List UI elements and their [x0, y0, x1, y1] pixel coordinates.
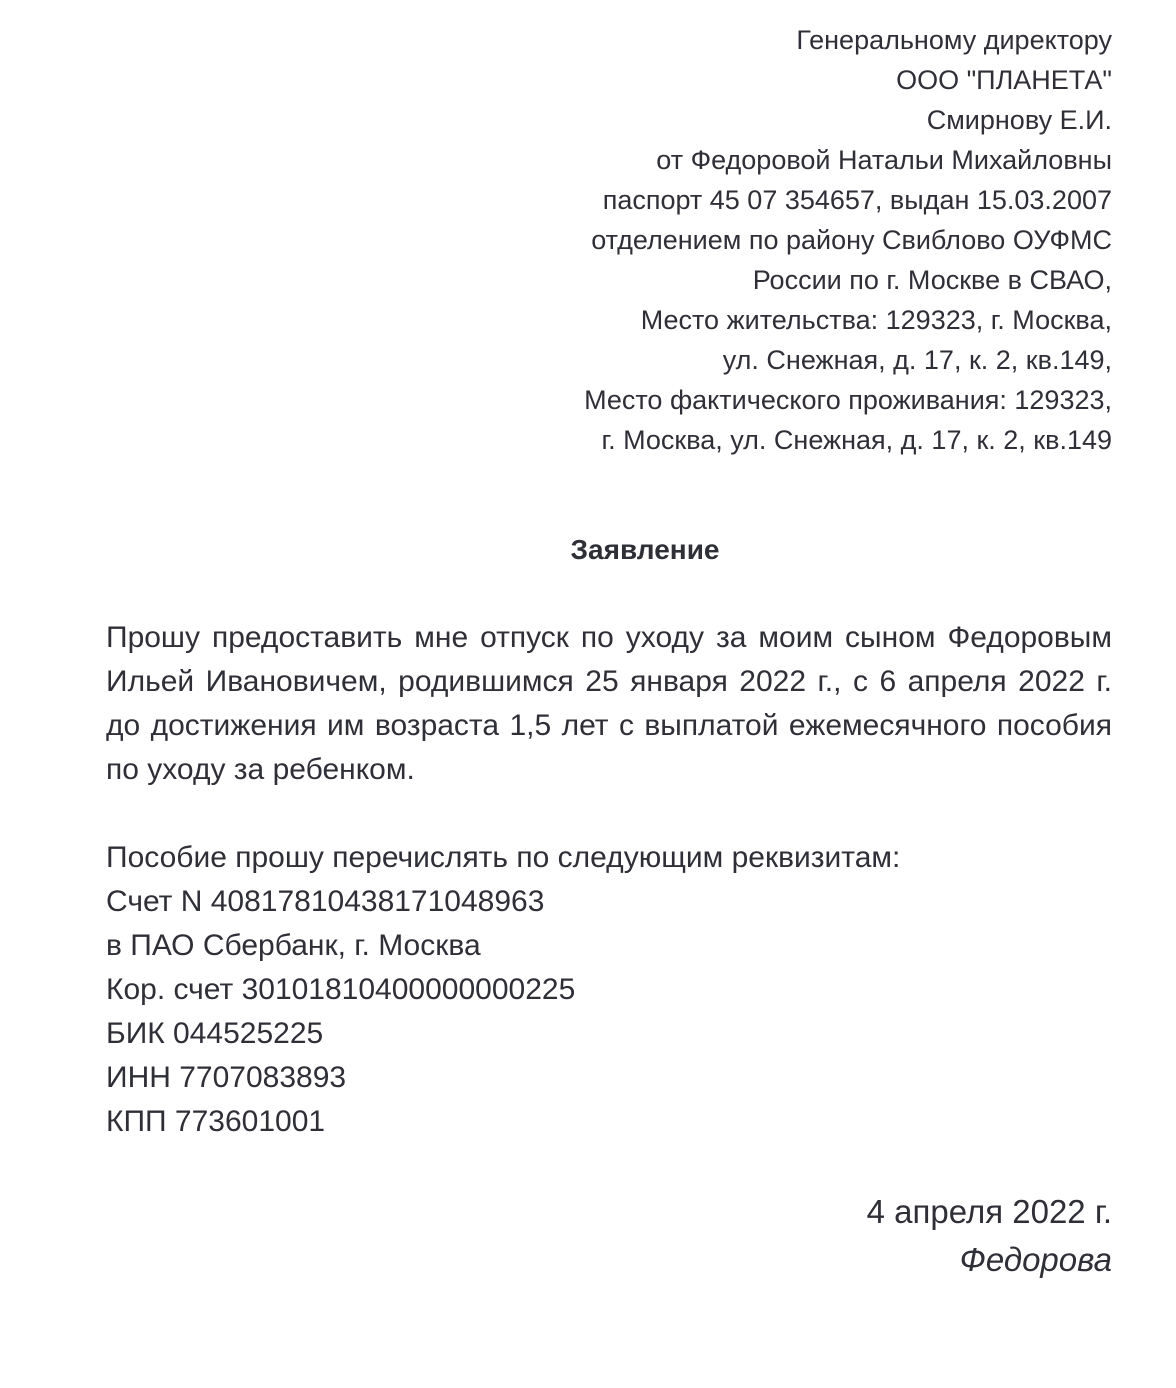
bank-bik: БИК 044525225: [106, 1017, 324, 1050]
correspondent-account: Кор. счет 30101810400000000225: [106, 973, 576, 1006]
document-title: Заявление: [570, 534, 720, 565]
document-page: [106, 20, 1112, 1368]
addressee-position: Генеральному директору: [796, 25, 1112, 55]
actual-residence-line-1: Место фактического проживания: 129323,: [584, 385, 1112, 415]
passport-issuer-line-2: России по г. Москве в СВАО,: [752, 265, 1112, 295]
addressee-name: Смирнову Е.И.: [926, 105, 1112, 135]
signature-block: [867, 1188, 1112, 1284]
addressee-company: ООО "ПЛАНЕТА": [896, 65, 1112, 95]
bank-details-intro: Пособие прошу перечислять по следующим реквизитам:: [106, 841, 901, 874]
residence-line-2: ул. Снежная, д. 17, к. 2, кв.149,: [722, 345, 1112, 375]
passport-line: паспорт 45 07 354657, выдан 15.03.2007: [602, 185, 1112, 215]
applicant-name: от Федоровой Натальи Михайловны: [656, 145, 1112, 175]
addressee-block: [472, 20, 1112, 460]
request-paragraph: Прошу предоставить мне отпуск по уходу за моим сыном Федоровым Ильей Ивановичем, родившимся 25 января 2022 г., с 6 апреля 2022 г. до достижения им возраста 1,5 лет с выплатой ежемесячного пособия по уходу за ребенком.: [106, 621, 1112, 786]
bank-name: в ПАО Сбербанк, г. Москва: [106, 929, 481, 962]
actual-residence-line-2: г. Москва, ул. Снежная, д. 17, к. 2, кв.149: [601, 425, 1112, 455]
residence-line-1: Место жительства: 129323, г. Москва,: [640, 305, 1112, 335]
signature-name: Федорова: [959, 1241, 1112, 1278]
signature-date: 4 апреля 2022 г.: [866, 1193, 1112, 1230]
bank-account: Счет N 40817810438171048963: [106, 885, 545, 918]
bank-details-block: [106, 836, 1112, 1144]
passport-issuer-line-1: отделением по району Свиблово ОУФМС: [591, 225, 1112, 255]
bank-inn: ИНН 7707083893: [106, 1061, 347, 1094]
bank-kpp: КПП 773601001: [106, 1105, 326, 1138]
